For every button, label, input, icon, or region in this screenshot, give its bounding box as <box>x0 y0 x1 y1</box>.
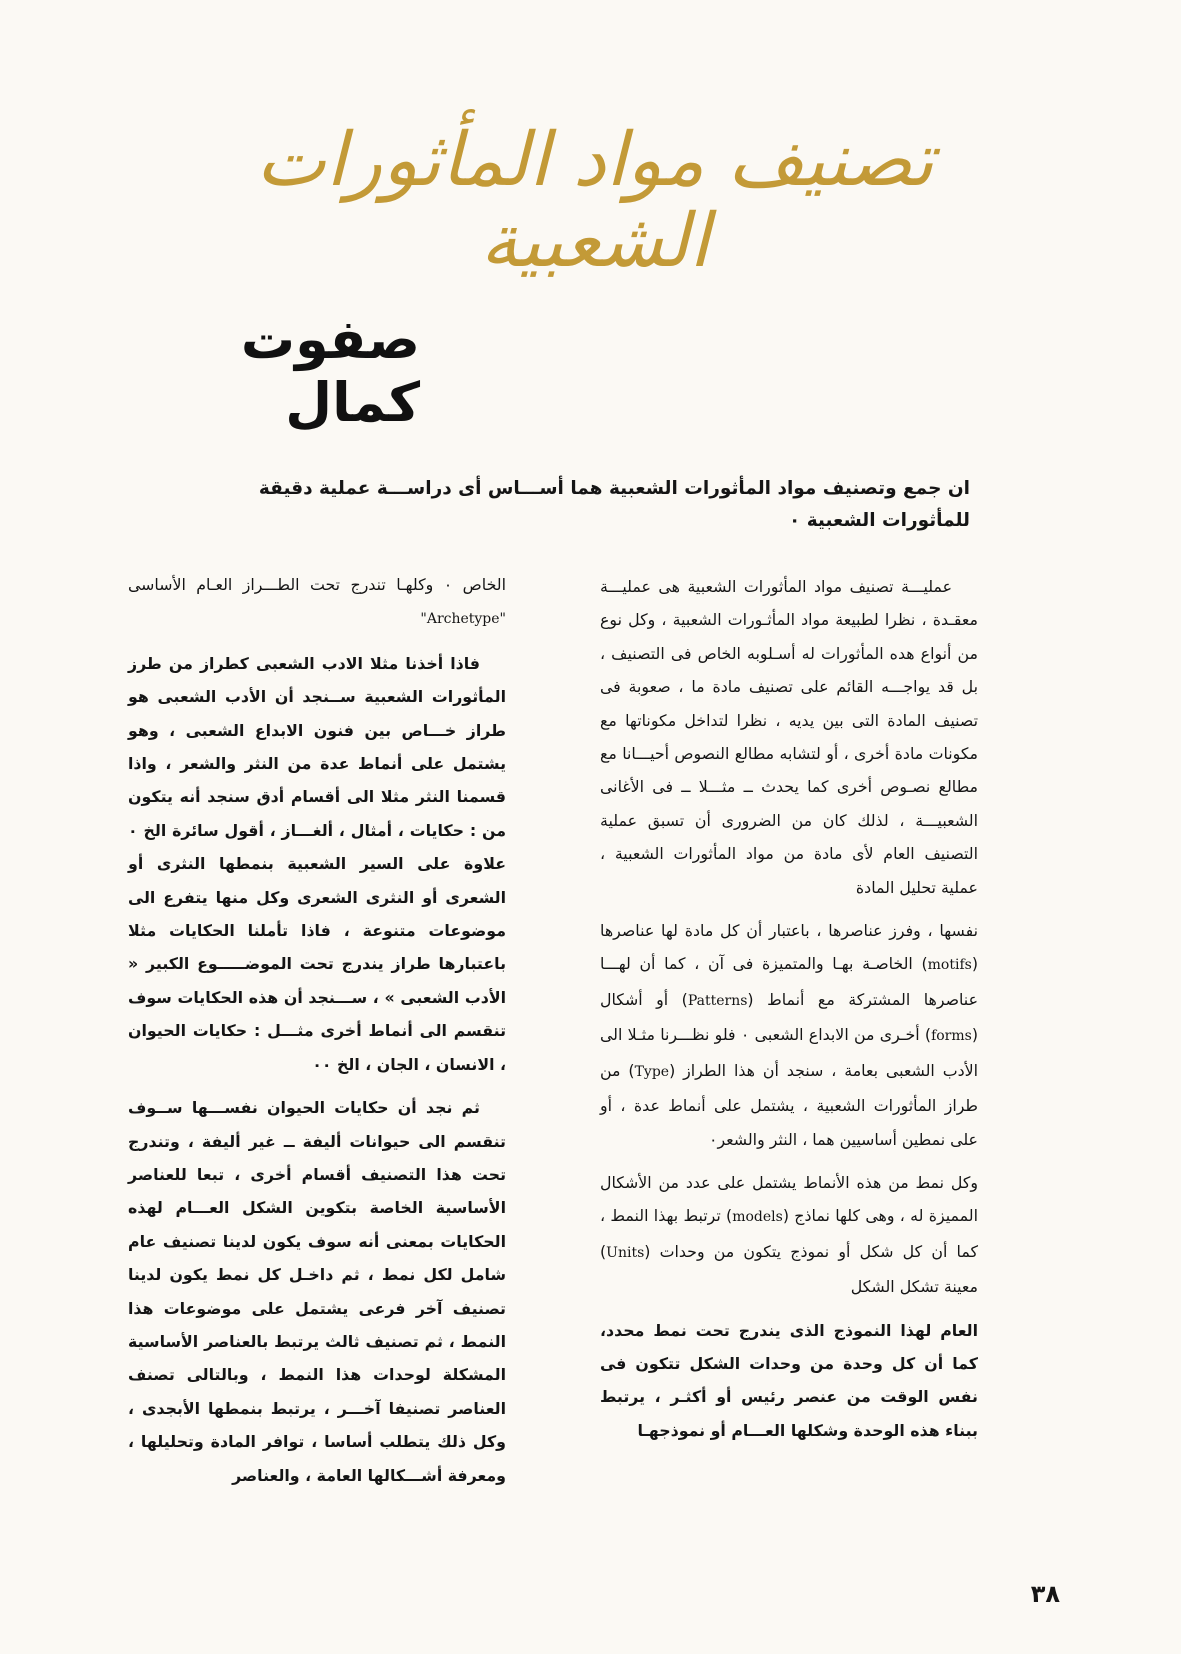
latin-term: motifs <box>927 957 972 974</box>
article-lede: ان جمع وتصنيف مواد المأثورات الشعبية هما أســـاس أى دراســـة عملية دقيقة للمأثورات الشعبية ٠ <box>258 478 970 531</box>
author-name: صفوت كمال <box>240 308 420 434</box>
paragraph: فاذا أخذنا مثلا الادب الشعبى كطراز من طرز المأثورات الشعبية ســنجد أن الأدب الشعبى هو طراز خـــاص بين فنون الابداع الشعبى ، وهو يشتمل على أنماط عدة من النثر والشعر ، واذا قسمنا النثر مثلا الى أقسام أدق سنجد أنه يتكون من : حكايات ، أمثال ، ألغـــاز ، أقول سائرة الخ ٠ علاوة على السير الشعبية بنمطها النثرى أو الشعرى أو النثرى الشعرى وكل منها يتفرع الى موضوعات متنوعة ، فاذا تأملنا الحكايات مثلا باعتبارها طراز يندرج تحت الموضـــــوع الكبير « الأدب الشعبى » ، ســـنجد أن هذه الحكايات سوف تنقسم الى أنماط أخرى مثـــل : حكايات الحيوان ، الانسان ، الجان ، الخ ٠٠ <box>128 653 506 1074</box>
text-column-left <box>128 568 506 1502</box>
latin-term: "Archetype" <box>420 611 506 628</box>
latin-term: Type <box>634 1063 670 1080</box>
text-run: الخاص ٠ وكلهـا تندرج تحت الطـــراز العـام الأساسى <box>128 575 506 594</box>
latin-term: models <box>732 1209 783 1226</box>
latin-term: Units <box>606 1244 645 1261</box>
text-run: ) الخاصـة بهـا والمتميزة فى آن ، كما أن لهـــا عناصرها المشتركة مع أنماط ( <box>600 954 978 1009</box>
paragraph <box>128 568 506 637</box>
latin-term: Patterns <box>687 992 748 1009</box>
text-run: ) معينة تشكل الشكل <box>600 1241 978 1297</box>
text-run: ) أو أشكال ( <box>600 989 978 1045</box>
paragraph <box>600 1166 978 1304</box>
paragraph: ثم نجد أن حكايات الحيوان نفســـها ســوف تنقسم الى حيوانات أليفة ــ غير أليفة ، وتندرج تحت هذا التصنيف أقسام أخرى ، تبعا للعناصر الأساسية الخاصة بتكوين الشكل العـــام لهذه الحكايات بمعنى أنه سوف يكون لدينا تصنيف عام شامل لكل نمط ، ثم داخـل كل نمط يكون لدينا تصنيف آخر فرعى يشتمل على موضوعات هذا النمط ، ثم تصنيف ثالث يرتبط بالعناصر الأساسية المشكلة لوحدات هذا النمط ، وبالتالى تصنف العناصر تصنيفا آخـــر ، يرتبط بنمطها الأبجدى ، وكل ذلك يتطلب أساسا ، توافر المادة وتحليلها ، ومعرفة أشـــكالها العامة ، والعناصر <box>128 1098 506 1485</box>
text-run: ) من طراز المأثورات الشعبية ، يشتمل على أنماط عدة ، أو على نمطين أساسيين هما ، النثر والشعر٠ <box>600 1060 978 1149</box>
text-run: ) ترتبط بهذا النمط ، كما أن كل شكل أو نموذج يتكون من وحدات ( <box>600 1206 978 1261</box>
text-run: ) أخـرى من الابداع الشعبى ٠ فلو نظـــرنا مثـلا الى الأدب الشعبى بعامة ، سنجد أن هذا الطراز ( <box>600 1025 979 1080</box>
latin-term: forms <box>931 1028 972 1045</box>
paragraph: العام لهذا النموذج الذى يندرج تحت نمط محدد، كما أن كل وحدة من وحدات الشكل تتكون فى نفس الوقت من عنصر رئيس أو أكثـر ، يرتبط ببناء هذه الوحدة وشكلها العـــام أو نموذجهـا <box>600 1320 978 1440</box>
text-run: وكل نمط من هذه الأنماط يشتمل على عدد من الأشكال المميزة له ، وهى كلها نماذج ( <box>600 1172 978 1226</box>
text-column-right <box>600 570 978 1457</box>
text-run: نفسها ، وفرز عناصرها ، باعتبار أن كل مادة لها عناصرها ( <box>600 921 978 974</box>
page-number: ٣٨ <box>1030 1580 1060 1608</box>
article-title: تصنيف مواد المأثورات الشعبية <box>256 117 934 285</box>
paragraph <box>600 914 978 1156</box>
paragraph: عمليـــة تصنيف مواد المأثورات الشعبية هى عمليـــة معقـدة ، نظرا لطبيعة مواد المأثـورات الشعبية ، وكل نوع من أنواع هده المأثورات له أسـلوبه الخاص فى التصنيف ، بل قد يواجـــه القائم على تصنيف مادة ما ، صعوبة فى تصنيف المادة التى بين يديه ، نظرا لتداخل مكوناتها مع مكونات مادة أخرى ، أو لتشابه مطالع النصوص أحيـــانا مع مطالع نصـوص أخرى كما يحدث ــ مثـــلا ــ فى الأغانى الشعبيـــة ، لذلك كان من الضرورى أن تسبق عملية التصنيف العام لأى مادة من مواد المأثورات الشعبية ، عملية تحليل المادة <box>600 577 978 897</box>
